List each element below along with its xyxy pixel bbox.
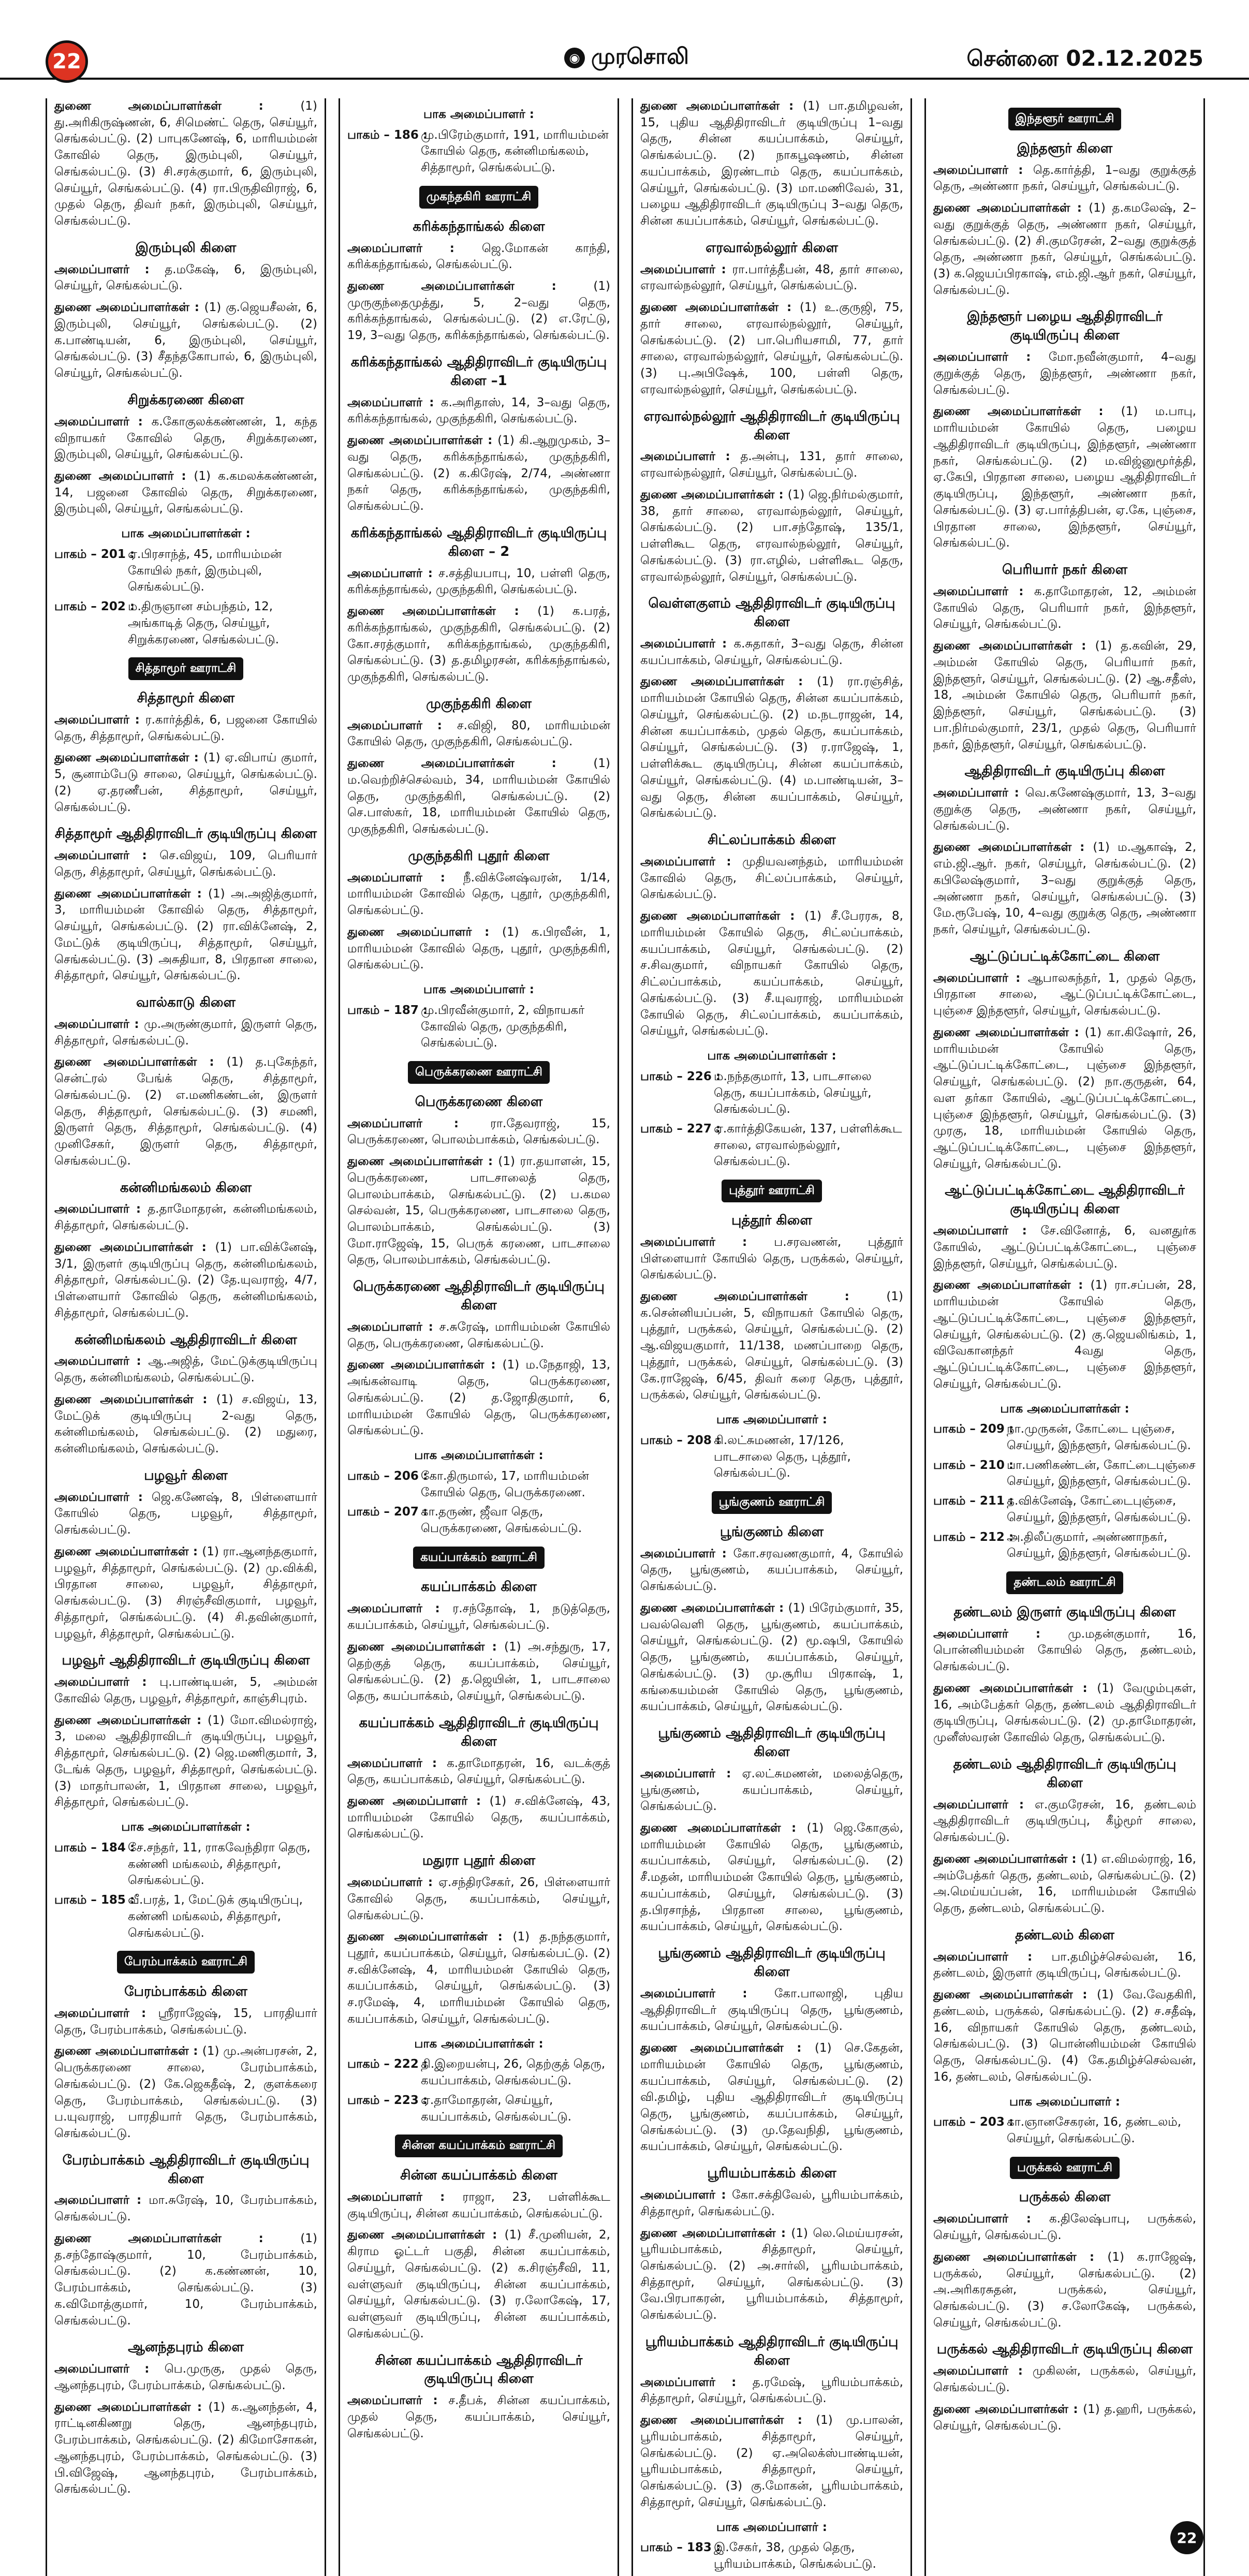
logo-icon: ◉ xyxy=(564,48,585,68)
page-number-badge: 22 xyxy=(46,40,88,83)
branch-title: பெருக்கரணை ஆதிதிராவிடர் குடியிருப்பு கிளை xyxy=(353,1279,605,1314)
booth-line: பாகம் – 207 : கா.தருண், ஜீவா தெரு, பெருக்கரணை, செங்கல்பட்டு. xyxy=(347,1505,582,1536)
ward-heading: புத்தூர் ஊராட்சி xyxy=(722,1180,822,1202)
branch-title: தண்டலம் கிளை xyxy=(1015,1927,1114,1943)
footer-page-number: 22 xyxy=(1170,2521,1203,2554)
booth-heading: பாக அமைப்பாளர் : xyxy=(423,108,534,121)
branch-title: சின்ன கயப்பாக்கம் ஆதிதிராவிடர் குடியிருப்பு கிளை xyxy=(375,2352,583,2387)
branch-title: பூரியம்பாக்கம் கிளை xyxy=(707,2166,836,2182)
booth-heading: பாக அமைப்பாளர்கள் : xyxy=(121,527,251,541)
branch-title: கரிக்கந்தாங்கல் ஆதிதிராவிடர் குடியிருப்பு கிளை – 2 xyxy=(350,525,607,560)
ward-heading: பருக்கல் ஊராட்சி xyxy=(1010,2157,1120,2180)
branch-title: கயப்பாக்கம் கிளை xyxy=(421,1579,537,1595)
booth-line: பாகம் – 202 : ம.திருஞான சம்பந்தம், 12, அங்காடித் தெரு, செய்யூர், சிறுக்கரணை, செங்கல்பட்டு. xyxy=(54,600,280,646)
booth-line: பாகம் – 209 : நா.முருகன், கோட்டை புஞ்சை, செய்யூர், இந்தளூர், செங்கல்பட்டு. xyxy=(933,1422,1191,1452)
branch-title: கன்னிமங்கலம் ஆதிதிராவிடர் கிளை xyxy=(75,1332,297,1348)
branch-title: வால்காடு கிளை xyxy=(136,995,236,1011)
page-header xyxy=(0,0,1249,80)
branch-title: பூங்குணம் கிளை xyxy=(719,1524,824,1540)
branch-title: பழவூர் ஆதிதிராவிடர் குடியிருப்பு கிளை xyxy=(62,1653,310,1669)
booth-line: பாகம் – 208 : கி.லட்சுமணன், 17/126, பாடசாலை தெரு, புத்தூர், செங்கல்பட்டு. xyxy=(640,1433,851,1480)
branch-title: முகுந்தகிரி கிளை xyxy=(426,696,532,712)
paragraph: துணை அமைப்பாளர்கள் : (1) து.அரிகிருஷ்ணன், 6, சிமெண்ட் தெரு, செய்யூர், செங்கல்பட்டு. (2) பாபுகணேஷ், 6, மாரியம்மன் கோவில் தெரு, இரும்புலி, செய்யூர், செங்கல்பட்டு. (3) சி.சரக்குமார், 6, இரும்புலி, செய்யூர், செங்கல்பட்டு. (4) ரா.பிருதிவிராஜ், 6, முதல் தெரு, திவர் நகர், இரும்புலி, செய்யூர், செங்கல்பட்டு. xyxy=(54,99,317,228)
branch-title: கன்னிமங்கலம் கிளை xyxy=(120,1180,252,1196)
booth-line: பாகம் – 226 : ம.நந்தகுமார், 13, பாடசாலை தெரு, கயப்பாக்கம், செய்யூர், செங்கல்பட்டு. xyxy=(640,1069,872,1116)
branch-title: புத்தூர் கிளை xyxy=(731,1212,812,1228)
column-4: இந்தளூர் ஊராட்சி இந்தளூர் கிளை அமைப்பாளர் : தெ.கார்த்தி, 1–வது குறுக்குத் தெரு, அண்ணா நகர், செய்யூர், செங்கல்பட்டு. துணை அமைப்பாளர்கள் : (1) த.கமலேஷ், 2–வது குறுக்குத் தெரு, அண்ணா நகர், செய்யூர், செங்கல்பட்டு. (2) சி.குமரேசன், 2–வது குறுக்குத் தெரு, அண்ணா நகர், செய்யூர், செங்கல்பட்டு. (3) க.ஜெயப்பிரகாஷ், எம்.ஜி.ஆர் நகர், செய்யூர், செங்கல்பட்டு. இந்தளூர் பழைய ஆதிதிராவிடர் குடியிருப்பு கிளை அமைப்பாளர் : மோ.நவீன்குமார், 4–வது குறுக்குத் தெரு, இந்தளூர், அண்ணா நகர், செங்கல்பட்டு. துணை அமைப்பாளர்கள் : (1) ம.பாபு, மாரியம்மன் கோயில் தெரு, பழைய ஆதிதிராவிடர் குடியிருப்பு, இந்தளூர், அண்ணா நகர், செங்கல்பட்டு. (2) ம.விஜ்னுமூர்த்தி, ஏ.கேபி, பிரதான சாலை, பழைய ஆதிதிராவிடர் குடியிருப்பு, இந்தளூர், அண்ணா நகர், செங்கல்பட்டு. (3) ஏ.பார்த்திபன், ஏ.கே, புஞ்சை, பிரதான சாலை, இந்தளூர், செய்யூர், செங்கல்பட்டு. பெரியார் நகர் கிளை அமைப்பாளர் : க.தாமோதரன், 12, அம்மன் கோயில் தெரு, பெரியார் நகர், இந்தளூர், செய்யூர், செங்கல்பட்டு. துணை அமைப்பாளர்கள் : (1) த.கவின், 29, அம்மன் கோயில் தெரு, பெரியார் நகர், இந்தளூர், செய்யூர், செங்கல்பட்டு. (2) ஆ.சதீஸ், 18, அம்மன் கோயில் தெரு, பெரியார் நகர், இந்தளூர், செய்யூர், செங்கல்பட்டு. (3) பா.நிர்மல்குமார், 23/1, முதல் தெரு, பெரியார் நகர், இந்தளூர், செய்யூர், செங்கல்பட்டு. ஆதிதிராவிடர் குடியிருப்பு கிளை அமைப்பாளர் : வெ.கணேஷ்குமார், 13, 3–வது குறுக்கு தெரு, அண்ணா நகர், செய்யூர், செங்கல்பட்டு. துணை அமைப்பாளர்கள் : (1) ம.ஆகாஷ், 2, எம்.ஜி.ஆர். நகர், செய்யூர், செங்கல்பட்டு. (2) கபிலேஷ்குமார், 3–வது குறுக்குத் தெரு, அண்ணா நகர், செய்யூர், செங்கல்பட்டு. (3) மே.ரூபேஷ், 10, 4–வது குறுக்கு தெரு, அண்ணா நகர், செய்யூர், செங்கல்பட்டு. ஆட்டுப்பட்டிக்கோட்டை கிளை அமைப்பாளர் : ஆபாலசுந்தர், 1, முதல் தெரு, பிரதான சாலை, ஆட்டுப்பட்டிக்கோட்டை, புஞ்சை இந்தளூர், செய்யூர், செங்கல்பட்டு. துணை அமைப்பாளர்கள் : (1) கா.கிஷோர், 26, மாரியம்மன் கோயில் தெரு, ஆட்டுப்பட்டிக்கோட்டை, புஞ்சை இந்தளூர், செய்யூர், செங்கல்பட்டு. (2) நா.குருதன், 64, வள தர்கா கோயில், ஆட்டுப்பட்டிக்கோட்டை, புஞ்சை இந்தளூர், செய்யூர், செங்கல்பட்டு. (3) முரகு, 18, மாரியம்மன் கோயில் தெரு, ஆட்டுப்பட்டிக்கோட்டை, புஞ்சை இந்தளூர், செய்யூர், செங்கல்பட்டு. ஆட்டுப்பட்டிக்கோட்டை ஆதிதிராவிடர் குடியிருப்பு கிளை அமைப்பாளர் : சே.வினோத், 6, வனதுர்க கோயில், ஆட்டுப்பட்டிக்கோட்டை, புஞ்சை இந்தளூர், செய்யூர், செங்கல்பட்டு. துணை அமைப்பாளர்கள் : (1) ரா.சப்பன், 28, மாரியம்மன் கோயில் தெரு, ஆட்டுப்பட்டிக்கோட்டை, புஞ்சை இந்தளூர், செய்யூர், செங்கல்பட்டு. (2) கு.ஜெயலிங்கம், 1, விவேகானந்தர் 4வது தெரு, ஆட்டுப்பட்டிக்கோட்டை, புஞ்சை இந்தளூர், செய்யூர், செங்கல்பட்டு. பாக அமைப்பாளர்கள் : பாகம் – 209 : நா.முருகன், கோட்டை புஞ்சை, செய்யூர், இந்தளூர், செங்கல்பட்டு. பாகம் – 210 : பா.பணிகண்டன், கோட்டைபுஞ்சை செய்யூர், இந்தளூர், செங்கல்பட்டு. பாகம் – 211 : த.விக்னேஷ், கோட்டைபுஞ்சை, செய்யூர், இந்தளூர், செங்கல்பட்டு. பாகம் – 212 : அ.திலீப்குமார், அண்ணாநகர், செய்யூர், இந்தளூர், செங்கல்பட்டு. தண்டலம் ஊராட்சி தண்டலம் இருளர் குடியிருப்பு கிளை அமைப்பாளர் : மு.மதன்குமார், 16, பொன்னியம்மன் கோயில் தெரு, தண்டலம், செங்கல்பட்டு. துணை அமைப்பாளர்கள் : (1) வேழும்புகள், 16, அம்பேத்கர் தெரு, தண்டலம் ஆதிதிராவிடர் குடியிருப்பு, செங்கல்பட்டு. (2) மு.தாமோதரன், முனீஸ்வரன் கோவில் தெரு, செங்கல்பட்டு. தண்டலம் ஆதிதிராவிடர் குடியிருப்பு கிளை அமைப்பாளர் : எ.குமரேசன், 16, தண்டலம் ஆதிதிராவிடர் குடியிருப்பு, கீழ்மூர் சாலை, செங்கல்பட்டு. துணை அமைப்பாளர்கள் : (1) எ.விமல்ராஜ், 16, அம்பேத்கர் தெரு, தண்டலம், செங்கல்பட்டு. (2) அ.மெய்யப்பன், 16, மாரியம்மன் கோயில் தெரு, தண்டலம், செங்கல்பட்டு. தண்டலம் கிளை அமைப்பாளர் : பா.தமிழ்ச்செல்வன், 16, தண்டலம், இருளர் குடியிருப்பு, செங்கல்பட்டு. துணை அமைப்பாளர்கள் : (1) வே.வேதகிரி, தண்டலம், பருக்கல், செங்கல்பட்டு. (2) ச.சதீஷ், 16, விநாயகர் கோயில் தெரு, தண்டலம், செங்கல்பட்டு. (3) பொன்னியம்மன் கோயில் தெரு, செங்கல்பட்டு. (4) கே.தமிழ்ச்செல்வன், 16, தண்டலம், செங்கல்பட்டு. பாக அமைப்பாளர் : பாகம் – 203 : கா.ஞானசேகரன், 16, தண்டலம், செய்யூர், செங்கல்பட்டு. பருக்கல் ஊராட்சி பருக்கல் கிளை அமைப்பாளர் : க.திலேஷ்பாபு, பருக்கல், செய்யூர், செங்கல்பட்டு. துணை அமைப்பாளர்கள் : (1) க.ராஜேஷ், பருக்கல், செய்யூர், செங்கல்பட்டு. (2) அ.அரிகரசுதன், பருக்கல், செய்யூர், செங்கல்பட்டு. (3) ச.லோகேஷ், பருக்கல், செய்யூர், செங்கல்பட்டு. பருக்கல் ஆதிதிராவிடர் குடியிருப்பு கிளை அமைப்பாளர் : முகிலன், பருக்கல், செய்யூர், செங்கல்பட்டு. துணை அமைப்பாளர்கள் : (1) த.ஹரி, பருக்கல், செய்யூர், செங்கல்பட்டு. xyxy=(924,98,1205,2576)
booth-line: பாகம் – 203 : கா.ஞானசேகரன், 16, தண்டலம், செய்யூர், செங்கல்பட்டு. xyxy=(933,2115,1182,2145)
branch-title: முகுந்தகிரி புதூர் கிளை xyxy=(408,848,550,864)
booth-heading: பாக அமைப்பாளர் : xyxy=(423,983,534,997)
branch-title: பூங்குணம் ஆதிதிராவிடர் குடியிருப்பு கிளை xyxy=(658,1726,886,1760)
column-3: துணை அமைப்பாளர்கள் : (1) பா.தமிழவன், 15, புதிய ஆதிதிராவிடர் குடியிருப்பு 1–வது தெரு, சின்ன கயப்பாக்கம், செய்யூர், செங்கல்பட்டு. (2) நாகபூஷணம், சின்ன கயப்பாக்கம், இரண்டாம் தெரு, கயப்பாக்கம், செய்யூர், செங்கல்பட்டு. (3) மா.மணிவேல், 31, பழைய ஆதிதிராவிடர் குடியிருப்பு 3–வது தெரு, சின்ன கயப்பாக்கம், செய்யூர், செங்கல்பட்டு. எரவால்நல்லூர் கிளை அமைப்பாளர் : ரா.பார்த்தீபன், 48, தார் சாலை, எரவால்நல்லூர், செய்யூர், செங்கல்பட்டு. துணை அமைப்பாளர்கள் : (1) உ.குருஜி, 75, தார் சாலை, எரவால்நல்லூர், செய்யூர், செங்கல்பட்டு. (2) பா.பெரியசாமி, 77, தார் சாலை, எரவால்நல்லூர், செய்யூர், செங்கல்பட்டு. (3) பு.அபிஷேக், 100, பள்ளி தெரு, எரவால்நல்லூர், செய்யூர், செங்கல்பட்டு. எரவால்நல்லூர் ஆதிதிராவிடர் குடியிருப்பு கிளை அமைப்பாளர் : த.அன்பு, 131, தார் சாலை, எரவால்நல்லூர், செய்யூர், செங்கல்பட்டு. துணை அமைப்பாளர்கள் : (1) ஜெ.நிர்மல்குமார், 38, தார் சாலை, எரவால்நல்லூர், செய்யூர், செங்கல்பட்டு. (2) பா.சந்தோஷ், 135/1, பள்ளிகூட தெரு, எரவால்நல்லூர், செய்யூர், செங்கல்பட்டு. (3) ரா.எழில், பள்ளிகூட தெரு, எரவால்நல்லூர், செய்யூர், செங்கல்பட்டு. வெள்ளகுளம் ஆதிதிராவிடர் குடியிருப்பு கிளை அமைப்பாளர் : க.சுதாகர், 3–வது தெரு, சின்ன கயப்பாக்கம், செய்யூர், செங்கல்பட்டு. துணை அமைப்பாளர்கள் : (1) ரா.ரஞ்சித், மாரியம்மன் கோயில் தெரு, சின்ன கயப்பாக்கம், செய்யூர், செங்கல்பட்டு. (2) ம.நடராஜன், 14, சின்ன கயப்பாக்கம், முதல் தெரு, கயப்பாக்கம், செய்யூர், செங்கல்பட்டு. (3) ர.ராஜேஷ், 1, பள்ளிக்கூட குடியிருப்பு, சின்ன கயப்பாக்கம், செய்யூர், செங்கல்பட்டு. (4) ம.பாண்டியன், 3–வது தெரு, சின்ன கயப்பாக்கம், செய்யூர், செங்கல்பட்டு. சிட்லப்பாக்கம் கிளை அமைப்பாளர் : முதியவனந்தம், மாரியம்மன் கோவில் தெரு, சிட்லப்பாக்கம், செய்யூர், செங்கல்பட்டு. துணை அமைப்பாளர்கள் : (1) சீ.பேரரசு, 8, மாரியம்மன் கோயில் தெரு, சிட்லப்பாக்கம், கயப்பாக்கம், செய்யூர், செங்கல்பட்டு. (2) ச.சிவகுமார், விநாயகர் கோயில் தெரு, சிட்லப்பாக்கம், கயப்பாக்கம், செய்யூர், செங்கல்பட்டு. (3) சீ.யுவராஜ், மாரியம்மன் கோயில் தெரு, சிட்லப்பாக்கம், கயப்பாக்கம், செய்யூர், செங்கல்பட்டு. பாக அமைப்பாளர்கள் : பாகம் – 226 : ம.நந்தகுமார், 13, பாடசாலை தெரு, கயப்பாக்கம், செய்யூர், செங்கல்பட்டு. பாகம் – 227 : ஏ.கார்த்திகேயன், 137, பள்ளிக்கூட சாலை, எரவால்நல்லூர், செங்கல்பட்டு. புத்தூர் ஊராட்சி புத்தூர் கிளை அமைப்பாளர் : ப.சரவணன், புத்தூர் பிள்ளையார் கோயில் தெரு, பருக்கல், செய்யூர், செங்கல்பட்டு. துணை அமைப்பாளர்கள் : (1) க.சென்னியப்பன், 5, விநாயகர் கோயில் தெரு, புத்தூர், பருக்கல், செய்யூர், செங்கல்பட்டு. (2) ஆ.விஜயகுமார், 11/138, மணப்பாறை தெரு, புத்தூர், பருக்கல், செய்யூர், செங்கல்பட்டு. (3) கே.ராஜேஷ், 6/45, திவர் கரை தெரு, புத்தூர், பருக்கல், செய்யூர், செங்கல்பட்டு. பாக அமைப்பாளர் : பாகம் – 208 : கி.லட்சுமணன், 17/126, பாடசாலை தெரு, புத்தூர், செங்கல்பட்டு. பூங்குணம் ஊராட்சி பூங்குணம் கிளை அமைப்பாளர் : கோ.சரவணகுமார், 4, கோயில் தெரு, பூங்குணம், கயப்பாக்கம், செய்யூர், செங்கல்பட்டு. துணை அமைப்பாளர்கள் : (1) பிரேம்குமார், 35, பவல்வெளி தெரு, பூங்குணம், கயப்பாக்கம், செய்யூர், செங்கல்பட்டு. (2) மூ.ஷபி, கோயில் தெரு, பூங்குணம், கயப்பாக்கம், செய்யூர், செங்கல்பட்டு. (3) மு.சூரிய பிரகாஷ், 1, கங்கையம்மன் கோயில் தெரு, பூங்குணம், கயப்பாக்கம், செய்யூர், செங்கல்பட்டு. பூங்குணம் ஆதிதிராவிடர் குடியிருப்பு கிளை அமைப்பாளர் : ஏ.லட்சுமணன், மலைத்தெரு, பூங்குணம், கயப்பாக்கம், செய்யூர், செங்கல்பட்டு. துணை அமைப்பாளர்கள் : (1) ஜெ.கோகுல், மாரியம்மன் கோயில் தெரு, பூங்குணம், கயப்பாக்கம், செய்யூர், செங்கல்பட்டு. (2) சீ.மதன், மாரியம்மன் கோயில் தெரு, பூங்குணம், கயப்பாக்கம், செய்யூர், செங்கல்பட்டு. (3) த.பிரசாந்த், பிரதான சாலை, பூங்குணம், கயப்பாக்கம், செய்யூர், செங்கல்பட்டு. பூங்குணம் ஆதிதிராவிடர் குடியிருப்பு கிளை அமைப்பாளர் : கோ.பாலாஜி, புதிய ஆதிதிராவிடர் குடியிருப்பு தெரு, பூங்குணம், கயப்பாக்கம், செய்யூர், செங்கல்பட்டு. துணை அமைப்பாளர்கள் : (1) செ.கேதன், மாரியம்மன் கோயில் தெரு, பூங்குணம், கயப்பாக்கம், செய்யூர், செங்கல்பட்டு. (2) வி.தமிழ், புதிய ஆதிதிராவிடர் குடியிருப்பு தெரு, பூங்குணம், கயப்பாக்கம், செய்யூர், செங்கல்பட்டு. (3) மு.தேவநிதி, பூங்குணம், கயப்பாக்கம், செய்யூர், செங்கல்பட்டு. பூரியம்பாக்கம் கிளை அமைப்பாளர் : கோ.சக்திவேல், பூரியம்பாக்கம், சித்தாமூர், செங்கல்பட்டு. துணை அமைப்பாளர்கள் : (1) லெ.மெய்யரசன், பூரியம்பாக்கம், சித்தாமூர், செய்யூர், செங்கல்பட்டு. (2) அ.சார்லி, பூரியம்பாக்கம், சித்தாமூர், செய்யூர், செங்கல்பட்டு. (3) வே.பிரபாகரன், பூரியம்பாக்கம், சித்தாமூர், செங்கல்பட்டு. பூரியம்பாக்கம் ஆதிதிராவிடர் குடியிருப்பு கிளை அமைப்பாளர் : த.ரமேஷ், பூரியம்பாக்கம், சித்தாமூர், செய்யூர், செங்கல்பட்டு. துணை அமைப்பாளர்கள் : (1) மு.பாலன், பூரியம்பாக்கம், சித்தாமூர், செய்யூர், செங்கல்பட்டு. (2) ஏ.அலெக்ஸ்பாண்டியன், பூரியம்பாக்கம், சித்தாமூர், செய்யூர், செங்கல்பட்டு. (3) கு.மோகன், பூரியம்பாக்கம், சித்தாமூர், செய்யூர், செங்கல்பட்டு. பாக அமைப்பாளர் : பாகம் – 183 : இ.சேகர், 38, முதல் தெரு, பூரியம்பாக்கம், செங்கல்பட்டு. xyxy=(631,98,912,2576)
booth-line: பாகம் – 183 : இ.சேகர், 38, முதல் தெரு, பூரியம்பாக்கம், செங்கல்பட்டு. xyxy=(640,2541,876,2571)
booth-line: பாகம் – 206 : கோ.திருமால், 17, மாரியம்மன் கோயில் தெரு, பெருக்கரணை. xyxy=(347,1469,589,1499)
ward-heading: பூங்குணம் ஊராட்சி xyxy=(712,1491,832,1514)
branch-title: பருக்கல் ஆதிதிராவிடர் குடியிருப்பு கிளை xyxy=(936,2342,1193,2358)
ward-heading: சின்ன கயப்பாக்கம் ஊராட்சி xyxy=(395,2135,563,2157)
ward-heading: இந்தளூர் ஊராட்சி xyxy=(1008,108,1122,130)
branch-title: பேரம்பாக்கம் கிளை xyxy=(124,1983,247,1999)
branch-title: ஆட்டுப்பட்டிக்கோட்டை ஆதிதிராவிடர் குடியிருப்பு கிளை xyxy=(945,1183,1185,1217)
booth-heading: பாக அமைப்பாளர்கள் : xyxy=(414,1449,543,1463)
booth-line: பாகம் – 210 : பா.பணிகண்டன், கோட்டைபுஞ்சை செய்யூர், இந்தளூர், செங்கல்பட்டு. xyxy=(933,1458,1196,1489)
branch-title: ஆனந்தபுரம் கிளை xyxy=(128,2339,244,2356)
branch-title: சித்தாமூர் கிளை xyxy=(137,690,235,706)
masthead-title: முரசொலி xyxy=(591,43,689,69)
ward-heading: தண்டலம் ஊராட்சி xyxy=(1006,1571,1123,1594)
booth-heading: பாக அமைப்பாளர்கள் : xyxy=(414,2037,543,2051)
branch-title: சிட்லப்பாக்கம் கிளை xyxy=(708,832,836,848)
branch-title: சின்ன கயப்பாக்கம் கிளை xyxy=(400,2168,557,2184)
booth-heading: பாக அமைப்பாளர்கள் : xyxy=(121,1820,251,1834)
article-columns xyxy=(46,98,1205,2571)
booth-heading: பாக அமைப்பாளர்கள் : xyxy=(707,1049,836,1063)
ward-heading: சித்தாமூர் ஊராட்சி xyxy=(128,657,244,680)
branch-title: சித்தாமூர் ஆதிதிராவிடர் குடியிருப்பு கிளை xyxy=(54,826,317,842)
branch-title: எரவால்நல்லூர் கிளை xyxy=(706,240,838,256)
booth-line: பாகம் – 187 : மு.பிரவீன்குமார், 2, விநாயகர் கோவில் தெரு, முகுந்தகிரி, செங்கல்பட்டு. xyxy=(347,1003,585,1050)
dateline: சென்னை 02.12.2025 xyxy=(966,46,1203,71)
branch-title: ஆதிதிராவிடர் குடியிருப்பு கிளை xyxy=(964,763,1165,779)
branch-title: இந்தளூர் கிளை xyxy=(1017,140,1113,156)
branch-title: கரிக்கந்தாங்கல் ஆதிதிராவிடர் குடியிருப்பு கிளை –1 xyxy=(350,354,607,389)
branch-title: பெரியார் நகர் கிளை xyxy=(1002,562,1128,578)
branch-title: தண்டலம் இருளர் குடியிருப்பு கிளை xyxy=(953,1604,1176,1620)
branch-title: பருக்கல் கிளை xyxy=(1019,2189,1111,2205)
booth-heading: பாக அமைப்பாளர் : xyxy=(716,1413,827,1427)
column-2: பாக அமைப்பாளர் : பாகம் – 186 : மு.பிரேம்குமார், 191, மாரியம்மன் கோயில் தெரு, கன்னிமங்கலம், சித்தாமூர், செங்கல்பட்டு. முகந்தகிரி ஊராட்சி கரிக்கந்தாங்கல் கிளை அமைப்பாளர் : ஜெ.மோகன் காந்தி, கரிக்கந்தாங்கல், செங்கல்பட்டு. துணை அமைப்பாளர்கள் : (1) முருகுந்தைமுத்து, 5, 2–வது தெரு, கரிக்கந்தாங்கல், செங்கல்பட்டு. (2) எ.ரேட்டு, 19, 3–வது தெரு, கரிக்கந்தாங்கல், செங்கல்பட்டு. கரிக்கந்தாங்கல் ஆதிதிராவிடர் குடியிருப்பு கிளை –1 அமைப்பாளர் : க.அரிதாஸ், 14, 3–வது தெரு, கரிக்கந்தாங்கல், முகுந்தகிரி, செங்கல்பட்டு. துணை அமைப்பாளர்கள் : (1) கி.ஆறுமுகம், 3–வது தெரு, கரிக்கந்தாங்கல், முகுந்தகிரி, செங்கல்பட்டு. (2) க.கிரேஷ், 2/74, அண்ணா நகர் தெரு, கரிக்கந்தாங்கல், முகுந்தகிரி, செங்கல்பட்டு. கரிக்கந்தாங்கல் ஆதிதிராவிடர் குடியிருப்பு கிளை – 2 அமைப்பாளர் : ச.சத்தியபாபு, 10, பள்ளி தெரு, கரிக்கந்தாங்கல், முகுந்தகிரி, செங்கல்பட்டு. துணை அமைப்பாளர்கள் : (1) க.பரத், கரிக்கந்தாங்கல், முகுந்தகிரி, செங்கல்பட்டு. (2) கோ.சரத்குமார், கரிக்கந்தாங்கல், முகுந்தகிரி, செங்கல்பட்டு. (3) த.தமிழரசன், கரிக்கந்தாங்கல், முகுந்தகிரி, செங்கல்பட்டு. முகுந்தகிரி கிளை அமைப்பாளர் : ச.விஜி, 80, மாரியம்மன் கோயில் தெரு, முகுந்தகிரி, செங்கல்பட்டு. துணை அமைப்பாளர்கள் : (1) ம.வெற்றிச்செல்வம், 34, மாரியம்மன் கோயில் தெரு, முகுந்தகிரி, செங்கல்பட்டு. (2) செ.பாஸ்கர், 18, மாரியம்மன் கோயில் தெரு, முகுந்தகிரி, செங்கல்பட்டு. முகுந்தகிரி புதூர் கிளை அமைப்பாளர் : நீ.விக்னேஷ்வரன், 1/14, மாரியம்மன் கோவில் தெரு, புதூர், முகுந்தகிரி, செங்கல்பட்டு. துணை அமைப்பாளர் : (1) க.பிரவீன், 1, மாரியம்மன் கோவில் தெரு, புதூர், முகுந்தகிரி, செங்கல்பட்டு. பாக அமைப்பாளர் : பாகம் – 187 : மு.பிரவீன்குமார், 2, விநாயகர் கோவில் தெரு, முகுந்தகிரி, செங்கல்பட்டு. பெருக்கரணை ஊராட்சி பெருக்கரணை கிளை அமைப்பாளர் : ரா.தேவராஜ், 15, பெருக்கரணை, பொலம்பாக்கம், செங்கல்பட்டு. துணை அமைப்பாளர்கள் : (1) ரா.தயாளன், 15, பெருக்கரணை, பாடசாலைத் தெரு, பொலம்பாக்கம், செங்கல்பட்டு. (2) ப.கமல செல்வன், 15, பெருக்கரணை, பாடசாலை தெரு, பொலம்பாக்கம், செங்கல்பட்டு. (3) மோ.ராஜேஷ், 15, பெருக் கரணை, பாடசாலை தெரு, பொலம்பாக்கம், செங்கல்பட்டு. பெருக்கரணை ஆதிதிராவிடர் குடியிருப்பு கிளை அமைப்பாளர் : ச.சுரேஷ், மாரியம்மன் கோயில் தெரு, பெருக்கரணை, செங்கல்பட்டு. துணை அமைப்பாளர்கள் : (1) ம.நேதாஜி, 13, அங்கன்வாடி தெரு, பெருக்கரணை, செங்கல்பட்டு. (2) த.ஜோதிகுமார், 6, மாரியம்மன் கோயில் தெரு, பெருக்கரணை, செங்கல்பட்டு. பாக அமைப்பாளர்கள் : பாகம் – 206 : கோ.திருமால், 17, மாரியம்மன் கோயில் தெரு, பெருக்கரணை. பாகம் – 207 : கா.தருண், ஜீவா தெரு, பெருக்கரணை, செங்கல்பட்டு. கயப்பாக்கம் ஊராட்சி கயப்பாக்கம் கிளை அமைப்பாளர் : ர.சந்தோஷ், 1, நடுத்தெரு, கயப்பாக்கம், செய்யூர், செங்கல்பட்டு. துணை அமைப்பாளர்கள் : (1) அ.சந்துரு, 17, தெற்குத் தெரு, கயப்பாக்கம், செய்யூர், செங்கல்பட்டு. (2) த.ஜெயின், 1, பாடசாலை தெரு, கயப்பாக்கம், செய்யூர், செங்கல்பட்டு. கயப்பாக்கம் ஆதிதிராவிடர் குடியிருப்பு கிளை அமைப்பாளர் : க.தாமோதரன், 16, வடக்குத் தெரு, கயப்பாக்கம், செய்யூர், செங்கல்பட்டு. துணை அமைப்பாளர் : (1) ச.விக்னேஷ், 43, மாரியம்மன் கோயில் தெரு, கயப்பாக்கம், செங்கல்பட்டு. மதுரா புதூர் கிளை அமைப்பாளர் : ஏ.சந்திரசேகர், 26, பிள்ளையார் கோவில் தெரு, கயப்பாக்கம், செய்யூர், செங்கல்பட்டு. துணை அமைப்பாளர்கள் : (1) த.நந்தகுமார், புதூர், கயப்பாக்கம், செய்யூர், செங்கல்பட்டு. (2) ச.விக்னேஷ், 4, மாரியம்மன் கோயில் தெரு, கயப்பாக்கம், செய்யூர், செங்கல்பட்டு. (3) ச.ரமேஷ், 4, மாரியம்மன் கோயில் தெரு, கயப்பாக்கம், செய்யூர், செங்கல்பட்டு. பாக அமைப்பாளர்கள் : பாகம் – 222 : தி.இறையன்பு, 26, தெற்குத் தெரு, கயப்பாக்கம், செங்கல்பட்டு. பாகம் – 223 : ஏ.தாமோதரன், செய்யூர், கயப்பாக்கம், செங்கல்பட்டு. சின்ன கயப்பாக்கம் ஊராட்சி சின்ன கயப்பாக்கம் கிளை அமைப்பாளர் : ராஜா, 23, பள்ளிக்கூட குடியிருப்பு, சின்ன கயப்பாக்கம், செங்கல்பட்டு. துணை அமைப்பாளர்கள் : (1) சீ.முனியன், 2, கிராம ஓட்டர் பகுதி, சின்ன கயப்பாக்கம், செய்யூர், செங்கல்பட்டு. (2) க.சிரஞ்சீவி, 11, வள்ளுவர் குடியிருப்பு, சின்ன கயப்பாக்கம், செய்யூர், செங்கல்பட்டு. (3) ர.லோகேஷ், 17, வள்ளுவர் குடியிருப்பு, சின்ன கயப்பாக்கம், செங்கல்பட்டு. சின்ன கயப்பாக்கம் ஆதிதிராவிடர் குடியிருப்பு கிளை அமைப்பாளர் : ச.தீபக், சின்ன கயப்பாக்கம், முதல் தெரு, கயப்பாக்கம், செய்யூர், செங்கல்பட்டு. xyxy=(339,98,619,2576)
branch-title: எரவால்நல்லூர் ஆதிதிராவிடர் குடியிருப்பு கிளை xyxy=(643,408,900,443)
branch-title: பெருக்கரணை கிளை xyxy=(415,1094,543,1110)
booth-line: பாகம் – 227 : ஏ.கார்த்திகேயன், 137, பள்ளிக்கூட சாலை, எரவால்நல்லூர், செங்கல்பட்டு. xyxy=(640,1122,902,1169)
branch-title: பழவூர் கிளை xyxy=(144,1467,228,1483)
booth-line: பாகம் – 223 : ஏ.தாமோதரன், செய்யூர், கயப்பாக்கம், செங்கல்பட்டு. xyxy=(347,2093,572,2124)
ward-heading: கயப்பாக்கம் ஊராட்சி xyxy=(413,1547,545,1569)
ward-heading: பேரம்பாக்கம் ஊராட்சி xyxy=(117,1951,255,1974)
branch-title: பேரம்பாக்கம் ஆதிதிராவிடர் குடியிருப்பு கிளை xyxy=(62,2152,310,2187)
booth-line: பாகம் – 222 : தி.இறையன்பு, 26, தெற்குத் தெரு, கயப்பாக்கம், செங்கல்பட்டு. xyxy=(347,2057,606,2088)
booth-heading: பாக அமைப்பாளர்கள் : xyxy=(1000,1402,1129,1416)
booth-heading: பாக அமைப்பாளர் : xyxy=(1009,2095,1120,2109)
branch-title: கயப்பாக்கம் ஆதிதிராவிடர் குடியிருப்பு கிளை xyxy=(359,1715,599,1749)
booth-heading: பாக அமைப்பாளர் : xyxy=(716,2520,827,2534)
branch-title: இரும்புலி கிளை xyxy=(135,240,237,256)
booth-line: பாகம் – 212 : அ.திலீப்குமார், அண்ணாநகர், செய்யூர், இந்தளூர், செங்கல்பட்டு. xyxy=(933,1530,1191,1561)
branch-title: தண்டலம் ஆதிதிராவிடர் குடியிருப்பு கிளை xyxy=(953,1756,1177,1791)
booth-line: பாகம் – 186 : மு.பிரேம்குமார், 191, மாரியம்மன் கோயில் தெரு, கன்னிமங்கலம், சித்தாமூர், செங்கல்பட்டு. xyxy=(347,128,609,175)
booth-line: பாகம் – 185 : வீ.பரத், 1, மேட்டுக் குடியிருப்பு, கண்ணி மங்கலம், சித்தாமூர், செங்கல்பட்டு. xyxy=(54,1893,303,1940)
branch-title: இந்தளூர் பழைய ஆதிதிராவிடர் குடியிருப்பு கிளை xyxy=(967,309,1163,344)
masthead-logo xyxy=(564,43,689,72)
branch-title: கரிக்கந்தாங்கல் கிளை xyxy=(413,218,545,234)
branch-title: ஆட்டுப்பட்டிக்கோட்டை கிளை xyxy=(969,948,1160,964)
booth-line: பாகம் – 201 : ஏ.பிரசாந்த், 45, மாரியம்மன் கோயில் நகர், இரும்புலி, செங்கல்பட்டு. xyxy=(54,547,282,594)
branch-title: வெள்ளகுளம் ஆதிதிராவிடர் குடியிருப்பு கிளை xyxy=(648,596,895,630)
branch-title: மதுரா புதூர் கிளை xyxy=(422,1853,536,1869)
branch-title: பூங்குணம் ஆதிதிராவிடர் குடியிருப்பு கிளை xyxy=(658,1946,886,1980)
ward-heading: முகந்தகிரி ஊராட்சி xyxy=(419,186,539,209)
ward-heading: பெருக்கரணை ஊராட்சி xyxy=(408,1061,550,1084)
branch-title: பூரியம்பாக்கம் ஆதிதிராவிடர் குடியிருப்பு கிளை xyxy=(645,2334,899,2368)
branch-title: சிறுக்கரணை கிளை xyxy=(127,392,244,408)
booth-line: பாகம் – 184 : சே.சந்தர், 11, ராகவேந்திரா தெரு, கண்ணி மங்கலம், சித்தாமூர், செங்கல்பட்டு. xyxy=(54,1841,311,1888)
booth-line: பாகம் – 211 : த.விக்னேஷ், கோட்டைபுஞ்சை, செய்யூர், இந்தளூர், செங்கல்பட்டு. xyxy=(933,1494,1191,1524)
column-1: துணை அமைப்பாளர்கள் : (1) து.அரிகிருஷ்ணன், 6, சிமெண்ட் தெரு, செய்யூர், செங்கல்பட்டு. (2) பாபுகணேஷ், 6, மாரியம்மன் கோவில் தெரு, இரும்புலி, செய்யூர், செங்கல்பட்டு. (3) சி.சரக்குமார், 6, இரும்புலி, செய்யூர், செங்கல்பட்டு. (4) ரா.பிருதிவிராஜ், 6, முதல் தெரு, திவர் நகர், இரும்புலி, செய்யூர், செங்கல்பட்டு. இரும்புலி கிளை அமைப்பாளர் : த.மகேஷ், 6, இரும்புலி, செய்யூர், செங்கல்பட்டு. துணை அமைப்பாளர்கள் : (1) கு.ஜெயசீலன், 6, இரும்புலி, செய்யூர், செங்கல்பட்டு. (2) க.பாண்டியன், 6, இரும்புலி, செய்யூர், செங்கல்பட்டு. (3) சீதந்தகோபால், 6, இரும்புலி, செய்யூர், செங்கல்பட்டு. சிறுக்கரணை கிளை அமைப்பாளர் : க.கோகுலக்கண்ணன், 1, கந்த விநாயகர் கோவில் தெரு, சிறுக்கரணை, இரும்புலி, செய்யூர், செங்கல்பட்டு. துணை அமைப்பாளர் : (1) க.கமலக்கண்ணன், 14, பஜனை கோவில் தெரு, சிறுக்கரணை, இரும்புலி, செய்யூர், செங்கல்பட்டு. பாக அமைப்பாளர்கள் : பாகம் – 201 : ஏ.பிரசாந்த், 45, மாரியம்மன் கோயில் நகர், இரும்புலி, செங்கல்பட்டு. பாகம் – 202 : ம.திருஞான சம்பந்தம், 12, அங்காடித் தெரு, செய்யூர், சிறுக்கரணை, செங்கல்பட்டு. சித்தாமூர் ஊராட்சி சித்தாமூர் கிளை அமைப்பாளர் : ர.கார்த்திக், 6, பஜனை கோயில் தெரு, சித்தாமூர், செங்கல்பட்டு. துணை அமைப்பாளர்கள் : (1) ஏ.விபாய் குமார், 5, சூனாம்பேடு சாலை, செய்யூர், செங்கல்பட்டு. (2) ஏ.தரணீபன், சித்தாமூர், செய்யூர், செங்கல்பட்டு. சித்தாமூர் ஆதிதிராவிடர் குடியிருப்பு கிளை அமைப்பாளர் : செ.விஜய், 109, பெரியார் தெரு, சித்தாமூர், செய்யூர், செங்கல்பட்டு. துணை அமைப்பாளர்கள் : (1) அ.அஜித்குமார், 3, மாரியம்மன் கோவில் தெரு, சித்தாமூர், செய்யூர், செங்கல்பட்டு. (2) ரா.விக்னேஷ், 2, மேட்டுக் குடியிருப்பு, சித்தாமூர், செய்யூர், செங்கல்பட்டு. (3) அசுதியா, 8, பிரதான சாலை, சித்தாமூர், செய்யூர், செங்கல்பட்டு. வால்காடு கிளை அமைப்பாளர் : மு.அருண்குமார், இருளர் தெரு, சித்தாமூர், செங்கல்பட்டு. துணை அமைப்பாளர்கள் : (1) த.புகேந்தர், சென்ட்ரல் பேங்க் தெரு, சித்தாமூர், செங்கல்பட்டு. (2) எ.மணிகண்டன், இருளர் தெரு, சித்தாமூர், செங்கல்பட்டு. (3) சமணி, இருளர் தெரு, சித்தாமூர், செங்கல்பட்டு. (4) முனிசேகர், இருளர் தெரு, சித்தாமூர், செங்கல்பட்டு. கன்னிமங்கலம் கிளை அமைப்பாளர் : த.தாமோதரன், கன்னிமங்கலம், சித்தாமூர், செங்கல்பட்டு. துணை அமைப்பாளர்கள் : (1) பா.விக்னேஷ், 3/1, இருளர் குடியிருப்பு தெரு, கன்னிமங்கலம், சித்தாமூர், செங்கல்பட்டு. (2) தே.யுவராஜ், 4/7, பிள்ளையார் கோவில் தெரு, கன்னிமங்கலம், சித்தாமூர், செங்கல்பட்டு. கன்னிமங்கலம் ஆதிதிராவிடர் கிளை அமைப்பாளர் : ஆ.அஜித், மேட்டுக்குடியிருப்பு தெரு, கன்னிமங்கலம், செங்கல்பட்டு. துணை அமைப்பாளர்கள் : (1) ச.விஜய், 13, மேட்டுக் குடியிருப்பு 2-வது தெரு, கன்னிமங்கலம், செங்கல்பட்டு. (2) மதுரை, கன்னிமங்கலம், செங்கல்பட்டு. பழவூர் கிளை அமைப்பாளர் : ஜெ.கணேஷ், 8, பிள்ளையார் கோயில் தெரு, பழவூர், சித்தாமூர், செங்கல்பட்டு. துணை அமைப்பாளர்கள் : (1) ரா.ஆனந்தகுமார், பழவூர், சித்தாமூர், செங்கல்பட்டு. (2) மு.விக்கி, பிரதான சாலை, பழவூர், சித்தாமூர், செங்கல்பட்டு. (3) சிரஞ்சீவிகுமார், பழவூர், சித்தாமூர், செங்கல்பட்டு. (4) சி.தவின்குமார், பழவூர், சித்தாமூர், செங்கல்பட்டு. பழவூர் ஆதிதிராவிடர் குடியிருப்பு கிளை அமைப்பாளர் : பு.பாண்டியன், 5, அம்மன் கோவில் தெரு, பழவூர், சித்தாமூர், காஞ்சிபுரம். துணை அமைப்பாளர்கள் : (1) மோ.விமல்ராஜ், 3, மலை ஆதிதிராவிடர் குடியிருப்பு, பழவூர், சித்தாமூர், செங்கல்பட்டு. (2) ஜெ.மணிகுமார், 3, டேங்க் தெரு, பழவூர், சித்தாமூர், செங்கல்பட்டு. (3) மாதர்பாலன், 1, பிரதான சாலை, பழவூர், சித்தாமூர், செங்கல்பட்டு. பாக அமைப்பாளர்கள் : பாகம் – 184 : சே.சந்தர், 11, ராகவேந்திரா தெரு, கண்ணி மங்கலம், சித்தாமூர், செங்கல்பட்டு. பாகம் – 185 : வீ.பரத், 1, மேட்டுக் குடியிருப்பு, கண்ணி மங்கலம், சித்தாமூர், செங்கல்பட்டு. பேரம்பாக்கம் ஊராட்சி பேரம்பாக்கம் கிளை அமைப்பாளர் : ஸ்ரீராஜேஷ், 15, பாரதியார் தெரு, பேரம்பாக்கம், செங்கல்பட்டு. துணை அமைப்பாளர்கள் : (1) மு.அன்பரசன், 2, பெருக்கரணை சாலை, பேரம்பாக்கம், செங்கல்பட்டு. (2) கே.ஜெகதீஷ், 2, குளக்கரை தெரு, பேரம்பாக்கம், செங்கல்பட்டு. (3) ப.யுவராஜ், பாரதியார் தெரு, பேரம்பாக்கம், செங்கல்பட்டு. பேரம்பாக்கம் ஆதிதிராவிடர் குடியிருப்பு கிளை அமைப்பாளர் : மா.சுரேஷ், 10, பேரம்பாக்கம், செங்கல்பட்டு. துணை அமைப்பாளர்கள் : (1) த.சந்தோஷ்குமார், 10, பேரம்பாக்கம், செங்கல்பட்டு. (2) க.கண்ணன், 10, பேரம்பாக்கம், செங்கல்பட்டு. (3) க.விமோத்குமார், 10, பேரம்பாக்கம், செங்கல்பட்டு. ஆனந்தபுரம் கிளை அமைப்பாளர் : பெ.முருகு, முதல் தெரு, ஆனந்தபுரம், பேரம்பாக்கம், செங்கல்பட்டு. துணை அமைப்பாளர்கள் : (1) க.ஆனந்தன், 4, ராட்டினகிணறு தெரு, ஆனந்தபுரம், பேரம்பாக்கம், செங்கல்பட்டு. (2) கிமோசோகன், ஆனந்தபுரம், பேரம்பாக்கம், செங்கல்பட்டு. (3) பி.விஜேஷ், ஆனந்தபுரம், பேரம்பாக்கம், செங்கல்பட்டு. xyxy=(46,98,326,2576)
